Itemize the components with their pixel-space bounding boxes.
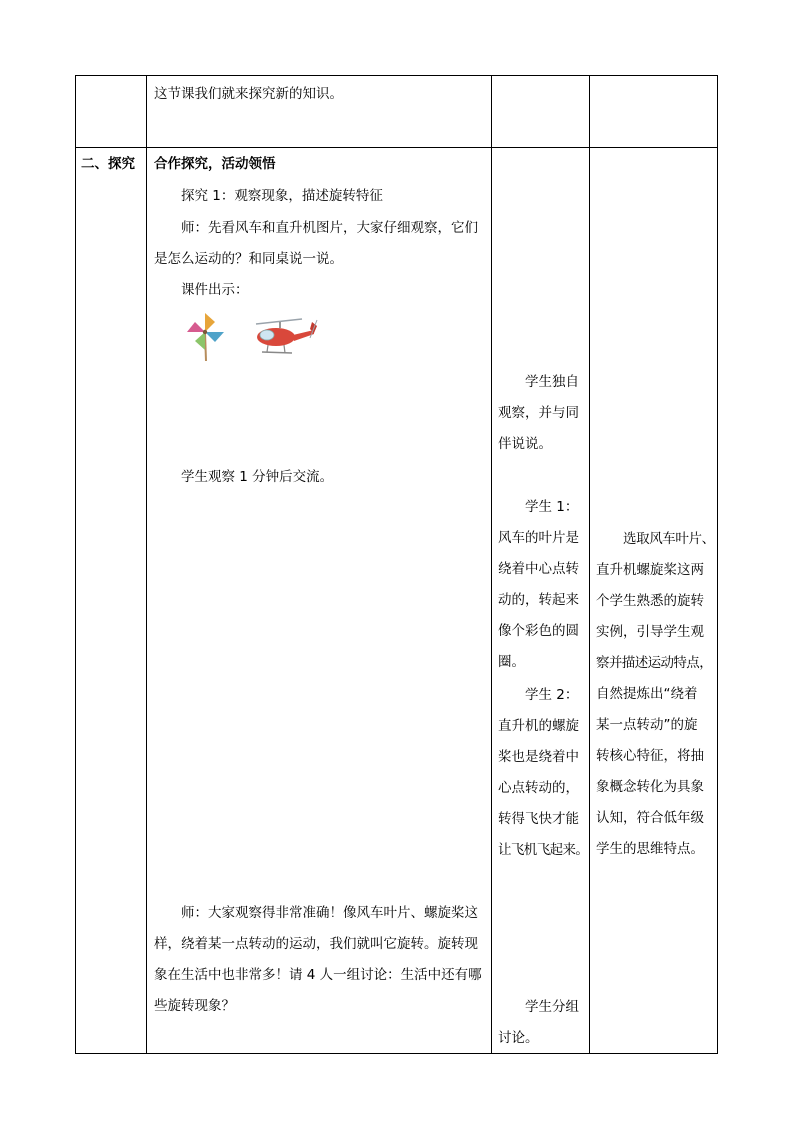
teacher-summary <box>154 898 484 1022</box>
design-intent-line3: 个学生熟悉的旋转 <box>596 593 704 609</box>
student1-line3: 动的，转起来 <box>498 592 579 608</box>
teacher-question-line1: 师：先看风车和直升机图片，大家仔细观察，它们 <box>181 220 478 236</box>
section-title: 合作探究，活动领悟 <box>154 156 276 172</box>
pinwheel-icon <box>184 310 226 362</box>
table-border-bottom <box>75 1053 718 1054</box>
teacher-summary-line1: 师：大家观察得非常准确！像风车叶片、螺旋桨这 <box>181 905 478 921</box>
group-discussion-line2: 讨论。 <box>498 1030 539 1046</box>
teacher-summary-line3: 象在生活中也非常多！请 4 人一组讨论：生活中还有哪 <box>154 967 482 983</box>
row1-content: 这节课我们就来探究新的知识。 <box>154 86 343 102</box>
table-border-top <box>75 75 718 76</box>
student2-line4: 转得飞快才能 <box>498 811 579 827</box>
student-group-discussion <box>498 992 588 1054</box>
design-intent-line4: 实例，引导学生观 <box>596 624 704 640</box>
group-discussion-line1: 学生分组 <box>525 999 579 1015</box>
student2-line5: 让飞机飞起来。 <box>498 842 589 858</box>
design-intent-line9: 象概念转化为具象 <box>596 779 704 795</box>
student1-label: 学生 1： <box>525 499 579 515</box>
table-divider-col1 <box>146 75 147 1054</box>
design-intent-line2: 直升机螺旋桨这两 <box>596 562 704 578</box>
courseware-label: 课件出示： <box>181 282 249 298</box>
student-independent-line3: 伴说说。 <box>498 436 552 452</box>
table-divider-col3 <box>589 75 590 1054</box>
teacher-question-line2: 是怎么运动的？和同桌说一说。 <box>154 251 343 267</box>
student-independent-observe <box>498 367 588 460</box>
design-intent-line8: 转核心特征，将抽 <box>596 748 704 764</box>
design-intent-line6: 自然提炼出“绕着 <box>596 686 698 702</box>
student2-line3: 心点转动的， <box>498 780 579 796</box>
design-intent <box>596 524 714 865</box>
student-independent-line2: 观察，并与同 <box>498 405 579 421</box>
student-independent-line1: 学生独自 <box>525 374 579 390</box>
table-border-left <box>75 75 76 1054</box>
design-intent-line7: 某一点转动”的旋 <box>596 717 698 733</box>
table-row-divider <box>75 147 718 148</box>
teacher-summary-line2: 样，绕着某一点转动的运动，我们就叫它旋转。旋转现 <box>154 936 478 952</box>
table-divider-col2 <box>491 75 492 1054</box>
teacher-summary-line4: 些旋转现象？ <box>154 998 235 1014</box>
table-border-right <box>717 75 718 1054</box>
observe-text: 学生观察 1 分钟后交流。 <box>181 469 334 485</box>
student2-line1: 直升机的螺旋 <box>498 718 579 734</box>
student1-line2: 绕着中心点转 <box>498 561 579 577</box>
design-intent-line11: 学生的思维特点。 <box>596 841 704 857</box>
student1-line4: 像个彩色的圆 <box>498 623 579 639</box>
design-intent-line1: 选取风车叶片、 <box>623 531 715 547</box>
design-intent-line5: 察并描述运动特点， <box>596 655 713 671</box>
student1-line5: 圈。 <box>498 654 525 670</box>
student2-answer <box>498 680 588 866</box>
stage-label: 二、探究 <box>81 156 135 172</box>
student2-line2: 桨也是绕着中 <box>498 749 579 765</box>
student2-label: 学生 2： <box>525 687 579 703</box>
student1-line1: 风车的叶片是 <box>498 530 579 546</box>
design-intent-line10: 认知，符合低年级 <box>596 810 704 826</box>
helicopter-icon <box>250 316 324 360</box>
explore-title: 探究 1：观察现象，描述旋转特征 <box>181 188 383 204</box>
student1-answer <box>498 492 588 678</box>
